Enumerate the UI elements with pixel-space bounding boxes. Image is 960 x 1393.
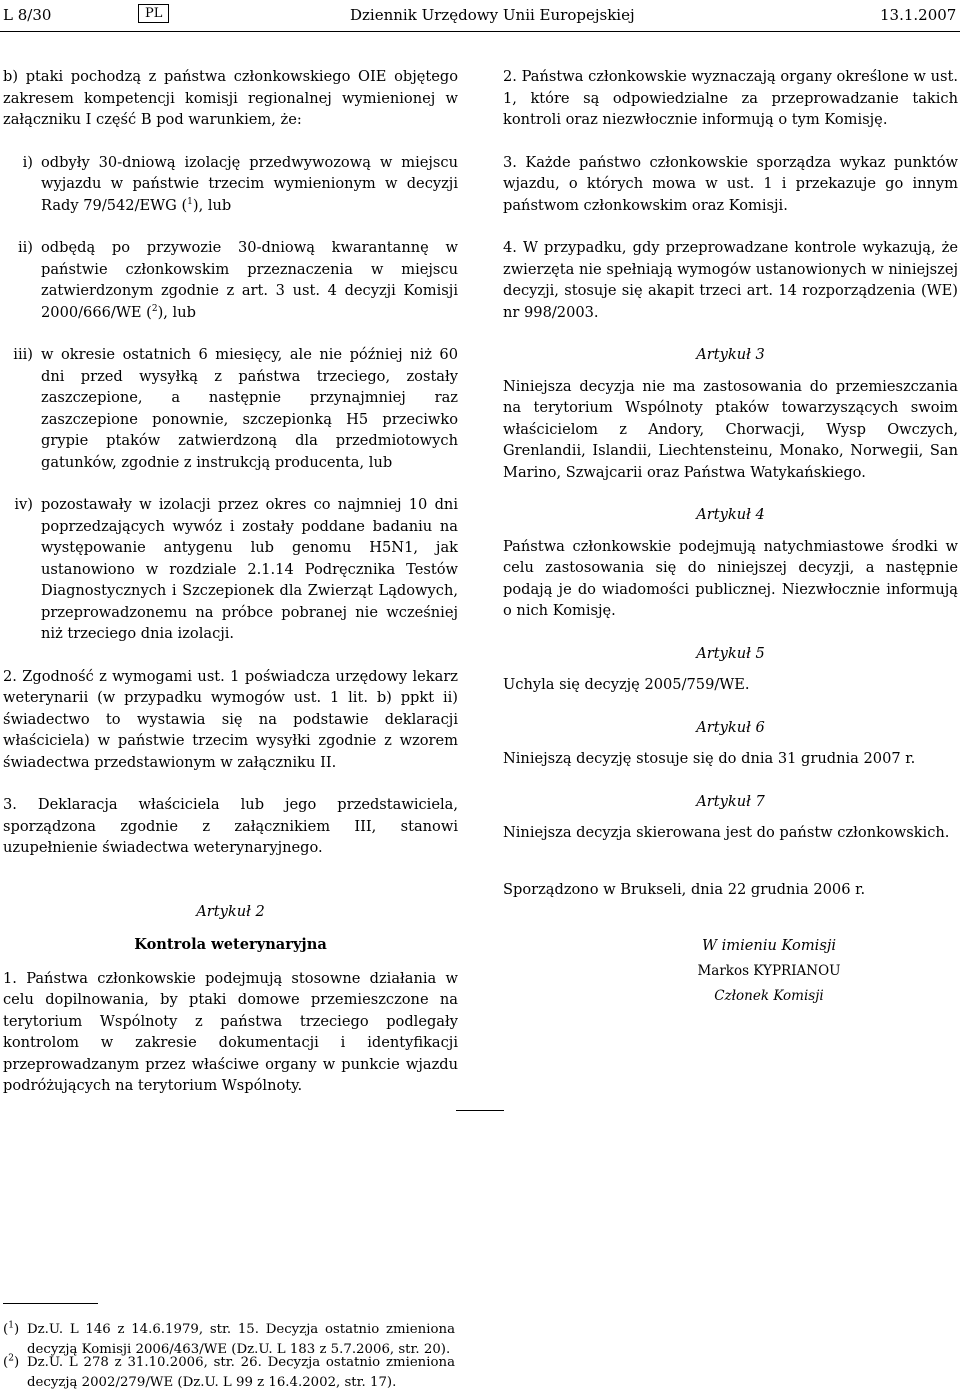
point-b-text: ptaki pochodzą z państwa członkowskiego OIE objętego zakresem kompetencji komisji regionalnej wymienionej w załączniku I część B pod warunkiem, że: (3, 68, 458, 128)
language-code: PL (138, 4, 169, 23)
point-iii-text: w okresie ostatnich 6 miesięcy, ale nie później niż 60 dni przed wysyłką z państwa trzeciego, zostały zaszczepione, a następnie przynajmniej raz zaszczepione ponownie, szczepionką H5 przeciwko grypie ptaków zatwierdzoną dla przedmiotowych gatunków, zgodnie z instrukcją producenta, lub (41, 346, 458, 471)
footnote-1-mark: ($^1$) (3, 1320, 20, 1337)
paragraph-3: 3. Deklaracja właściciela lub jego przedstawiciela, sporządzona zgodnie z załącznikiem III, stanowi uzupełnienie świadectwa weterynaryjnego. (3, 796, 458, 856)
article-2-paragraph-3: 3. Każde państwo członkowskie sporządza wykaz punktów wjazdu, o których mowa w ust. 1 i przekazuje go innym państwom członkowskim oraz Komisji. (503, 153, 958, 214)
article-5-text: Uchyla się decyzję 2005/759/WE. (503, 676, 750, 693)
article-2-heading: Artykuł 2 (196, 902, 265, 920)
article-3-text: Niniejsza decyzja nie ma zastosowania do przemieszczania na terytorium Wspólnoty ptaków towarzyszących swoim właścicielom z Andory, Chorwacji, Wysp Owczych, Grenlandii, Islandii, Liechtensteinu, Monako, Norwegii, San Marino, Szwajcarii oraz Państwa Watykańskiego. (503, 377, 958, 481)
article-7-heading: Artykuł 7 (696, 792, 765, 810)
signatory-name: Markos KYPRIANOU (697, 962, 841, 979)
article-4-heading: Artykuł 4 (696, 506, 765, 523)
point-ii (3, 237, 458, 323)
point-ii-label: ii) (17, 239, 33, 256)
footnote-ref-1[interactable]: 1 (187, 196, 193, 207)
article-4-text: Państwa członkowskie podejmują natychmiastowe środki w celu zastosowania się do niniejszej decyzji, a następnie podają je do wiadomości publicznej. Niezwłocznie informują o nich Komisję. (503, 537, 958, 619)
page-reference: L 8/30 (3, 6, 52, 24)
footnote-ref-2[interactable]: 2 (151, 303, 158, 314)
article-2-paragraph-1: 1. Państwa członkowskie podejmują stosowne działania w celu dopilnowania, by ptaki domowe przemieszczone na terytorium Wspólnoty z państwa trzeciego podlegały kontrolom w zakresie dokumentacji i identyfikacji przeprowadzanym przez właściwe organy w punkcie wjazdu podróżujących na terytorium Wspólnoty. (3, 969, 458, 1094)
article-2-paragraph-2: 2. Państwa członkowskie wyznaczają organy określone w ust. 1, które są odpowiedzialne za przeprowadzanie takich kontroli oraz niezwłocznie informują o tym Komisję. (503, 68, 958, 128)
paragraph-2: 2. Zgodność z wymogami ust. 1 poświadcza urzędowy lekarz weterynarii (w przypadku wymogów ust. 1 lit. b) ppkt ii) świadectwo to wystawia się na podstawie deklaracji właściciela) w państwie trzecim wysyłki zgodnie z wzorem świadectwa przedstawionym w załączniku II. (3, 667, 458, 771)
end-separator (456, 1110, 504, 1111)
publication-date: 13.1.2007 (880, 6, 957, 24)
footnote-2-mark: ($^2$) (3, 1353, 20, 1370)
point-ii-text: odbędą po przywozie 30-dniową kwarantannę w państwie członkowskim przeznaczenia w miejscu zatwierdzonym zgodnie z art. 3 ust. 4 decyzji Komisji 2000/666/WE ($^2$), lub (41, 239, 458, 321)
journal-title: Dziennik Urzędowy Unii Europejskiej (350, 6, 635, 24)
point-i (3, 152, 458, 217)
point-iv (3, 494, 458, 645)
point-i-text: odbyły 30-dniową izolację przedwywozową w miejscu wyjazdu w państwie trzecim wymienionym w decyzji Rady 79/542/EWG ($^1$), lub (41, 153, 458, 214)
article-6-text: Niniejszą decyzję stosuje się do dnia 31 grudnia 2007 r. (503, 750, 916, 767)
footnote-1-text: Dz.U. L 146 z 14.6.1979, str. 15. Decyzja ostatnio zmieniona decyzją Komisji 2006/463/WE (Dz.U. L 183 z 5.7.2006, str. 20). (27, 1322, 455, 1357)
signatory-role: Członek Komisji (714, 988, 824, 1004)
point-iii-label: iii) (13, 346, 33, 363)
article-2-paragraph-4: 4. W przypadku, gdy przeprowadzane kontrole wykazują, że zwierzęta nie spełniają wymogów ustanowionych w niniejszej decyzji, stosuje się akapit trzeci art. 14 rozporządzenia (WE) nr 998/2003. (503, 239, 958, 321)
right-column (503, 66, 958, 1008)
footnote-2-text: Dz.U. L 278 z 31.10.2006, str. 26. Decyzja ostatnio zmieniona decyzją 2002/279/WE (Dz.U. L 99 z 16.4.2002, str. 17). (27, 1355, 455, 1390)
article-2-title: Kontrola weterynaryjna (134, 936, 327, 953)
point-iv-text: pozostawały w izolacji przez okres co najmniej 10 dni poprzedzających wywóz i zostały poddane badaniu na występowanie antygenu lub genomu H5N1, jak ustanowiono w rozdziale 2.1.14 Podręcznika Testów Diagnostycznych i Szczepionek dla Zwierząt Lądowych, przeprowadzonemu na próbce pobranej nie wcześniej niż trzeciego dnia izolacji. (41, 496, 458, 642)
footnote-rule (3, 1303, 98, 1304)
signature-block (633, 935, 905, 1008)
article-6-heading: Artykuł 6 (696, 718, 765, 736)
footnote-2 (3, 1353, 455, 1393)
signing-place-date: Sporządzono w Brukseli, dnia 22 grudnia 2006 r. (503, 880, 866, 898)
article-5-heading: Artykuł 5 (696, 644, 765, 662)
point-b-label: b) (3, 68, 19, 85)
article-7-text: Niniejsza decyzja skierowana jest do państw członkowskich. (503, 824, 950, 841)
point-b (3, 66, 458, 131)
left-column (3, 66, 458, 1097)
signature-on-behalf: W imieniu Komisji (701, 937, 837, 954)
point-iii (3, 344, 458, 473)
article-3-heading: Artykuł 3 (696, 346, 765, 363)
point-i-label: i) (22, 153, 33, 171)
header-rule (0, 31, 960, 32)
point-iv-label: iv) (14, 496, 33, 513)
